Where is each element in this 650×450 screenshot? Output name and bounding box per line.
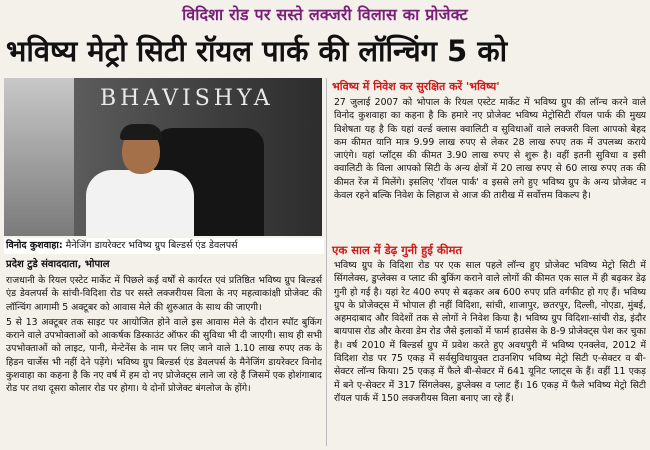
left-paragraph-2: 5 से 13 अक्टूबर तक साइट पर आयोजित होने वाले इस आवास मेले के दौरान स्पॉट बुकिंग कराने वाले उपभोक्ताओं को आकर्षक डिस्काउंट ऑफर की सुविधा भी दी जाएगी। साथ ही सभी उपभोक्ताओं को लाइट, पानी, मेन्टेनेंस के नाम पर लिए जाने वाले 1.10 लाख रुपए तक के हिडन चार्जेस भी नहीं देने पड़ेंगे। भविष्य ग्रुप बिल्डर्स एंड डेवलपर्स के मैनेजिंग डायरेक्टर विनोद कुशवाहा का कहना है कि नए वर्ष में हम दो नए प्रोजेक्ट्स लाने जा रहे हैं जिसमें एक होशंगाबाद रोड पर तथा दूसरा कोलार रोड पर होगा। ये दोनों प्रोजेक्ट बंगलोज के होंगे।	[6, 316, 322, 395]
photo-person-body	[86, 170, 194, 236]
article-photo	[4, 78, 322, 236]
section2-heading: एक साल में डेढ़ गुनी हुई कीमत	[332, 243, 463, 257]
left-paragraph-1: राजधानी के रियल एस्टेट मार्केट में पिछले कई वर्षों से कार्यरत एवं प्रतिष्ठित भविष्य ग्रुप बिल्डर्स एंड डेवलपर्स के सांची-विदिशा रोड पर सस्ते लक्जरीयस विला के नए महत्वाकांक्षी प्रोजेक्ट की लॉन्चिंग आगामी 5 अक्टूबर को आवास मेले की शुरुआत के साथ की जाएगी।	[6, 275, 322, 313]
kicker-title: विदिशा रोड पर सस्ते लक्जरी विलास का प्रोजेक्ट	[182, 5, 468, 24]
photo-brand-text: BHAVISHYA	[100, 86, 274, 111]
caption-role: मैनेजिंग डायरेक्टर भविष्य ग्रुप बिल्डर्स एंड डेवलपर्स	[62, 240, 238, 251]
column-divider	[326, 78, 327, 446]
photo-person-hair	[120, 124, 162, 140]
left-body	[6, 274, 322, 446]
section1-heading: भविष्य में निवेश कर सुरक्षित करें 'भविष्य'	[332, 80, 500, 93]
photo-caption	[4, 238, 324, 254]
section2-body: भविष्य ग्रुप के विदिशा रोड पर एक साल पहले लॉन्च हुए प्रोजेक्ट भविष्य मेट्रो सिटी में सिंगलेक्स, डुप्लेक्स व प्लाट की बुकिंग कराने वाले लोगों की कीमत एक साल में ही बढ़कर डेढ़ गुनी हो गई है। यहां रेट 400 रुपए से बढ़कर अब 600 रुपए प्रति वर्गफीट हो गए हैं। भविष्य ग्रुप के प्रोजेक्ट्स में भोपाल ही नहीं विदिशा, सांची, शाजापुर, छतरपुर, दिल्ली, नोएडा, मुंबई, अहमदाबाद और विदेशों तक से लोगों ने निवेश किया है। भविष्य ग्रुप विदिशा-सांची रोड, इंदौर बायपास रोड और केरवा डेम रोड जैसे इलाकों में फार्म हाउसेस के 8-9 प्रोजेक्ट्स पेश कर चुका है। वर्ष 2010 में बिल्डर्स ग्रुप में प्रवेश करते हुए अवधपुरी में भविष्य एनक्लेव, 2012 में विदिशा रोड पर 75 एकड़ में सर्वसुविधायुक्त टाउनशिप भविष्य मेट्रो सिटी ए-सेक्टर व बी-सेक्टर लॉन्च किया। 25 एकड़ में फैले बी-सेक्टर में 641 यूनिट प्लाट्स के हैं। वहीं 11 एकड़ में बने ए-सेक्टर में 317 सिंगलेक्स, डुप्लेक्स व प्लाट हैं। 16 एकड़ में फैले भविष्य मेट्रो सिटी रॉयल पार्क में 150 लक्जरीयस विला बनाए जा रहे हैं।	[334, 260, 646, 404]
headline: भविष्य मेट्रो सिटी रॉयल पार्क की लॉन्चिंग 5 को	[6, 34, 508, 68]
section1-body: 27 जुलाई 2007 को भोपाल के रियल एस्टेट मार्केट में भविष्य ग्रुप की लॉन्च करने वाले विनोद कुशवाहा का कहना है कि हमारे नए प्रोजेक्ट भविष्य मेट्रोसिटी रॉयल पार्क की मुख्य विशेषता यह है कि यहां वर्ल्ड क्लास क्वालिटी व सुविधाओं वाले लक्जरी विला आपको बेहद कम कीमत यानि मात्र 9.99 लाख रुपए से लेकर 28 लाख रुपए तक में उपलब्ध कराये जाएंगे। यहां प्लॉट्स की कीमत 3.90 लाख रुपए से शुरू है। वहीं इतनी सुविधा व इसी क्वालिटी के विला आपको सिटी के अन्य क्षेत्रों में 20 लाख रुपए से 60 लाख रुपए तक की कीमत रेंज में मिलेंगे। इसलिए 'रॉयल पार्क' व इससे लगे हुए भविष्य ग्रुप के अन्य प्रोजेक्ट न केवल रहने बल्कि निवेश के लिहाज से आज की तारीख में सर्वोत्तम विकल्प है।	[334, 97, 646, 202]
caption-name: विनोद कुशवाहा:	[6, 240, 63, 251]
kicker-wrap	[0, 0, 650, 28]
byline: प्रदेश टुडे संवाददाता, भोपाल	[6, 259, 110, 270]
